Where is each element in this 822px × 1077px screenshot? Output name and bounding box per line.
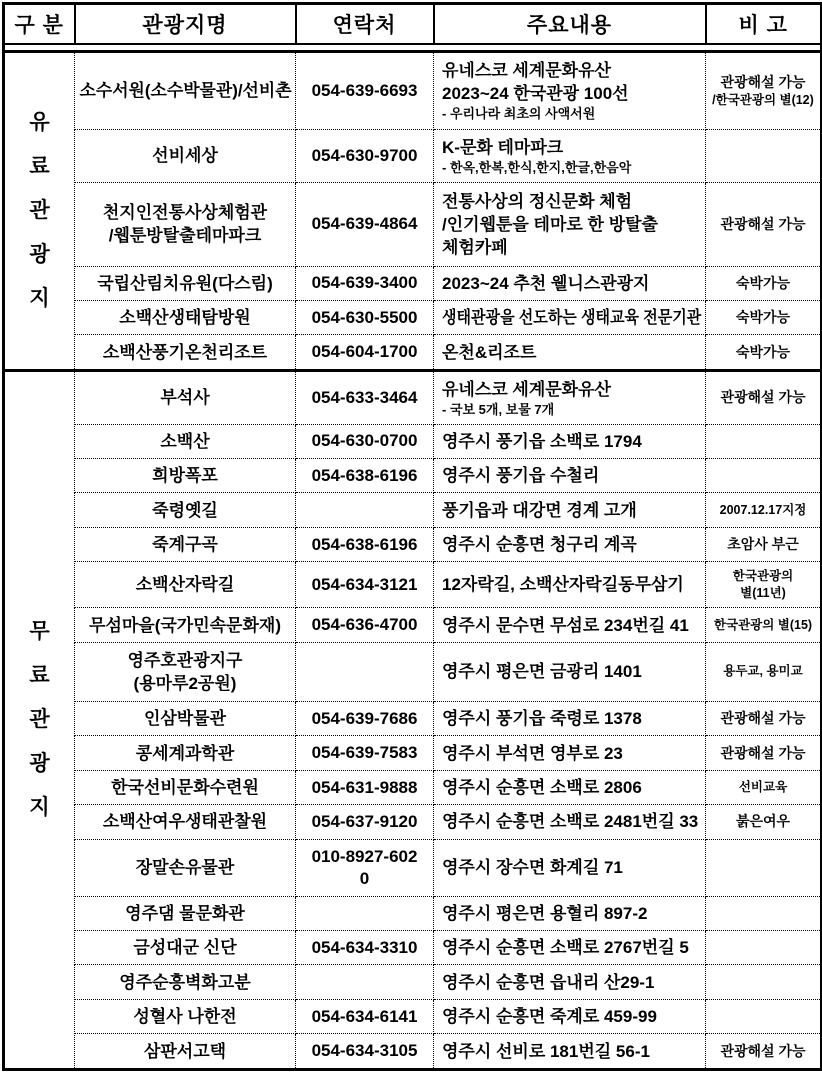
- tel-cell-line: 054-630-9700: [311, 145, 418, 165]
- col-header-content: 주요내용: [434, 4, 706, 45]
- content-cell-line: 영주시 문수면 무섬로 234번길 41: [442, 615, 689, 635]
- content-cell-line: 영주시 순흥면 소백로 2481번길 33: [442, 812, 699, 832]
- tel-cell: [296, 459, 434, 493]
- tel-cell: [296, 608, 434, 642]
- content-cell-line: 2023~24 추천 웰니스관광지: [442, 273, 650, 293]
- tel-cell: [296, 642, 434, 701]
- tel-cell-line: 054-638-6196: [311, 534, 418, 554]
- tour-sites-table: [2, 2, 822, 1071]
- content-cell-line: 영주시 순흥면 죽계로 459-99: [442, 1007, 657, 1027]
- name-cell: [75, 459, 296, 493]
- name-cell: [75, 896, 296, 930]
- name-cell-line: 천지인전통사상체험관: [102, 203, 268, 223]
- remark-cell: [706, 805, 822, 839]
- remark-cell-line: 관광해설 가능: [720, 73, 806, 90]
- content-cell-line: /인기웹툰을 테마로 한 방탈출: [442, 214, 658, 234]
- name-cell-line: 장말손유물관: [135, 858, 235, 878]
- name-cell-line: 무섬마을(국가민속문화재): [89, 615, 281, 635]
- tel-cell: [296, 130, 434, 183]
- name-cell-line: 희방폭포: [152, 466, 218, 486]
- content-cell-line: 영주시 순흥면 소백로 2767번길 5: [442, 938, 689, 958]
- tel-cell-line: 054-634-3310: [311, 937, 418, 957]
- tel-cell: [296, 562, 434, 608]
- remark-cell: [706, 51, 822, 130]
- remark-cell-line: 관광해설 가능: [720, 744, 806, 761]
- remark-cell: [706, 493, 822, 527]
- content-cell: [434, 1034, 706, 1070]
- name-cell-line: 한국선비문화수련원: [111, 778, 259, 798]
- table-row: [4, 805, 822, 839]
- tel-cell-line: 054-630-5500: [311, 307, 418, 327]
- remark-cell: [706, 896, 822, 930]
- remark-cell: [706, 736, 822, 770]
- tel-cell-line: 054-604-1700: [311, 342, 418, 362]
- content-cell-line: 2023~24 한국관광 100선: [442, 84, 629, 104]
- table-row: [4, 839, 822, 896]
- tel-cell: [296, 805, 434, 839]
- tel-cell: [296, 335, 434, 370]
- tel-cell: [296, 770, 434, 804]
- tel-cell: [296, 736, 434, 770]
- content-cell-line: 영주시 순흥면 소백로 2806: [442, 778, 642, 798]
- content-cell: [434, 527, 706, 561]
- tel-cell: [296, 493, 434, 527]
- remark-cell-line: 용두교, 용미교: [723, 664, 803, 679]
- remark-cell-line: 관광해설 가능: [720, 1042, 806, 1059]
- table-row: [4, 424, 822, 458]
- content-cell: [434, 424, 706, 458]
- content-cell: [434, 736, 706, 770]
- name-cell-line: 콩세계과학관: [135, 743, 235, 763]
- content-cell: [434, 931, 706, 965]
- name-cell: [75, 493, 296, 527]
- remark-cell-line: 초암사 부근: [727, 536, 799, 553]
- remark-cell: [706, 527, 822, 561]
- content-cell: [434, 130, 706, 183]
- remark-cell: [706, 182, 822, 266]
- tel-cell-line: 0: [359, 868, 370, 888]
- content-cell-line: - 우리나라 최초의 사액서원: [442, 106, 596, 122]
- name-cell-line: 영주호관광지구: [127, 650, 243, 670]
- content-cell: [434, 459, 706, 493]
- col-header-category: 구 분: [4, 4, 75, 45]
- content-cell-line: 영주시 선비로 181번길 56-1: [442, 1041, 650, 1061]
- table-row: [4, 51, 822, 130]
- tel-cell-line: 054-639-4864: [311, 214, 418, 234]
- name-cell: [75, 182, 296, 266]
- tel-cell-line: 054-637-9120: [311, 811, 418, 831]
- table-row: [4, 608, 822, 642]
- tel-cell: [296, 266, 434, 300]
- name-cell: [75, 608, 296, 642]
- content-cell: [434, 999, 706, 1033]
- content-cell: [434, 266, 706, 300]
- name-cell: [75, 130, 296, 183]
- content-cell: [434, 839, 706, 896]
- tel-cell: [296, 931, 434, 965]
- content-cell: [434, 493, 706, 527]
- table-row: [4, 493, 822, 527]
- header-gap: [4, 44, 822, 51]
- tel-cell-line: 054-634-3121: [311, 574, 418, 594]
- name-cell: [75, 642, 296, 701]
- remark-cell-line: 관광해설 가능: [720, 710, 806, 727]
- name-cell: [75, 424, 296, 458]
- remark-cell: [706, 642, 822, 701]
- remark-cell-line: 2007.12.17지정: [719, 502, 807, 517]
- name-cell-line: 삼판서고택: [143, 1041, 227, 1061]
- remark-cell-line: 한국관광의 별(15): [713, 617, 813, 632]
- tel-cell-line: 054-634-3105: [311, 1041, 418, 1061]
- name-cell-line: 영주댐 물문화관: [125, 903, 245, 923]
- content-cell-line: 12자락길, 소백산자락길동무삼기: [442, 575, 684, 595]
- name-cell-line: 국립산림치유원(다스림): [97, 273, 273, 293]
- content-cell-line: 유네스코 세계문화유산: [442, 379, 611, 399]
- remark-cell: [706, 300, 822, 334]
- remark-cell-line: 관광해설 가능: [720, 389, 806, 406]
- content-cell-line: 영주시 풍기읍 수철리: [442, 466, 600, 486]
- tel-cell: [296, 1034, 434, 1070]
- category-label: 무 료 관 광 지: [29, 619, 50, 819]
- tel-cell-line: 054-639-3400: [311, 273, 418, 293]
- name-cell: [75, 300, 296, 334]
- name-cell: [75, 702, 296, 736]
- table-row: [4, 130, 822, 183]
- name-cell-line: 선비세상: [152, 146, 218, 166]
- category-cell: [4, 51, 75, 370]
- content-cell: [434, 770, 706, 804]
- content-cell-line: 체험카페: [442, 237, 508, 257]
- remark-cell: [706, 965, 822, 999]
- name-cell: [75, 370, 296, 424]
- content-cell: [434, 51, 706, 130]
- name-cell-line: 금성대군 신단: [133, 938, 237, 958]
- content-cell-line: 영주시 평은면 금광리 1401: [442, 662, 642, 682]
- name-cell: [75, 562, 296, 608]
- name-cell-line: 부석사: [160, 388, 210, 408]
- name-cell: [75, 335, 296, 370]
- table-row: [4, 931, 822, 965]
- name-cell-line: (용마루2공원): [133, 673, 237, 693]
- name-cell-line: 소수서원(소수박물관)/선비촌: [79, 81, 292, 101]
- name-cell: [75, 931, 296, 965]
- name-cell: [75, 736, 296, 770]
- table-row: [4, 999, 822, 1033]
- name-cell-line: 소백산여우생태관찰원: [102, 812, 268, 832]
- remark-cell: [706, 130, 822, 183]
- content-cell: [434, 182, 706, 266]
- remark-cell: [706, 608, 822, 642]
- tel-cell-line: 010-8927-602: [311, 846, 418, 866]
- name-cell: [75, 770, 296, 804]
- remark-cell: [706, 459, 822, 493]
- tel-cell: [296, 999, 434, 1033]
- remark-cell: [706, 424, 822, 458]
- content-cell: [434, 335, 706, 370]
- content-cell: [434, 562, 706, 608]
- name-cell: [75, 839, 296, 896]
- name-cell: [75, 1034, 296, 1070]
- content-cell: [434, 300, 706, 334]
- name-cell-line: 죽령옛길: [152, 500, 218, 520]
- tel-cell-line: 054-630-0700: [311, 431, 418, 451]
- name-cell: [75, 999, 296, 1033]
- content-cell-line: - 한옥,한복,한식,한지,한글,한음악: [442, 159, 632, 175]
- content-cell: [434, 608, 706, 642]
- tel-cell: [296, 527, 434, 561]
- content-cell-line: 영주시 평은면 용혈리 897-2: [442, 903, 648, 923]
- table-row: [4, 300, 822, 334]
- remark-cell-line: 관광해설 가능: [720, 215, 806, 232]
- name-cell: [75, 805, 296, 839]
- content-cell: [434, 965, 706, 999]
- table-header: [4, 4, 822, 45]
- content-cell-line: 영주시 순흥면 읍내리 산29-1: [442, 972, 655, 992]
- tel-cell: [296, 300, 434, 334]
- col-header-name: 관광지명: [75, 4, 296, 45]
- table-row: [4, 459, 822, 493]
- name-cell-line: 인삼박물관: [143, 709, 227, 729]
- remark-cell-line: 붉은여우: [735, 813, 791, 830]
- table-row: [4, 770, 822, 804]
- tel-cell: [296, 182, 434, 266]
- name-cell-line: /웹툰방탈출테마파크: [108, 226, 262, 246]
- tel-cell-line: 054-634-6141: [311, 1006, 418, 1026]
- content-cell-line: 유네스코 세계문화유산: [442, 61, 611, 81]
- table-row: [4, 182, 822, 266]
- table-row: [4, 702, 822, 736]
- content-cell: [434, 702, 706, 736]
- remark-cell: [706, 702, 822, 736]
- table-row: [4, 736, 822, 770]
- tel-cell-line: 054-639-7686: [311, 708, 418, 728]
- tel-cell-line: 054-639-6693: [311, 80, 418, 100]
- content-cell: [434, 896, 706, 930]
- content-cell: [434, 370, 706, 424]
- col-header-remark: 비 고: [706, 4, 822, 45]
- content-cell-line: 영주시 부석면 영부로 23: [442, 743, 623, 763]
- content-cell-line: 영주시 순흥면 청구리 계곡: [442, 535, 637, 555]
- content-cell-line: 영주시 풍기읍 죽령로 1378: [442, 709, 642, 729]
- remark-cell: [706, 770, 822, 804]
- tel-cell: [296, 839, 434, 896]
- tel-cell-line: 054-631-9888: [311, 777, 418, 797]
- content-cell-line: 온천&리조트: [442, 342, 537, 362]
- tel-cell: [296, 370, 434, 424]
- name-cell: [75, 266, 296, 300]
- content-cell-line: 생태관광을 선도하는 생태교육 전문기관: [442, 308, 702, 328]
- tel-cell: [296, 896, 434, 930]
- tel-cell: [296, 702, 434, 736]
- remark-cell-line: /한국관광의 별(12): [712, 92, 814, 107]
- remark-cell: [706, 266, 822, 300]
- remark-cell-line: 한국관광의: [732, 568, 794, 583]
- content-cell-line: 영주시 풍기읍 소백로 1794: [442, 431, 642, 451]
- content-cell: [434, 805, 706, 839]
- remark-cell: [706, 839, 822, 896]
- remark-cell: [706, 562, 822, 608]
- name-cell-line: 소백산풍기온천리조트: [102, 342, 268, 362]
- name-cell: [75, 527, 296, 561]
- content-cell-line: K-문화 테마파크: [442, 137, 564, 157]
- remark-cell: [706, 370, 822, 424]
- tel-cell-line: 054-636-4700: [311, 615, 418, 635]
- table-row: [4, 1034, 822, 1070]
- remark-cell: [706, 335, 822, 370]
- table-row: [4, 335, 822, 370]
- table-row: [4, 965, 822, 999]
- tel-cell: [296, 51, 434, 130]
- remark-cell-line: 별(11년): [740, 585, 786, 600]
- name-cell: [75, 965, 296, 999]
- remark-cell-line: 선비교육: [738, 780, 788, 795]
- name-cell-line: 죽계구곡: [152, 535, 218, 555]
- remark-cell-line: 숙박가능: [735, 309, 791, 326]
- category-label: 유 료 관 광 지: [29, 110, 50, 310]
- tel-cell-line: 054-639-7583: [311, 743, 418, 763]
- name-cell-line: 소백산: [160, 431, 210, 451]
- table-row: [4, 896, 822, 930]
- col-header-contact: 연락처: [296, 4, 434, 45]
- header-row: [4, 4, 822, 45]
- name-cell-line: 소백산생태탐방원: [119, 308, 251, 328]
- content-cell-line: 풍기읍과 대강면 경계 고개: [442, 500, 637, 520]
- table-body: [4, 44, 822, 1070]
- table-row: [4, 562, 822, 608]
- remark-cell: [706, 1034, 822, 1070]
- tel-cell: [296, 965, 434, 999]
- name-cell-line: 영주순흥벽화고분: [119, 972, 251, 992]
- content-cell: [434, 642, 706, 701]
- content-cell-line: - 국보 5개, 보물 7개: [442, 401, 555, 417]
- content-cell-line: 영주시 장수면 화계길 71: [442, 858, 623, 878]
- tel-cell-line: 054-638-6196: [311, 465, 418, 485]
- remark-cell-line: 숙박가능: [735, 343, 791, 360]
- table-row: [4, 642, 822, 701]
- remark-cell: [706, 931, 822, 965]
- content-cell-line: 전통사상의 정신문화 체험: [442, 191, 633, 211]
- remark-cell-line: 숙박가능: [735, 274, 791, 291]
- table-row: [4, 266, 822, 300]
- name-cell-line: 소백산자락길: [135, 575, 235, 595]
- table-row: [4, 527, 822, 561]
- tel-cell-line: 054-633-3464: [311, 387, 418, 407]
- name-cell: [75, 51, 296, 130]
- name-cell-line: 성혈사 나한전: [133, 1007, 237, 1027]
- category-cell: [4, 370, 75, 1069]
- tel-cell: [296, 424, 434, 458]
- table-row: [4, 370, 822, 424]
- remark-cell: [706, 999, 822, 1033]
